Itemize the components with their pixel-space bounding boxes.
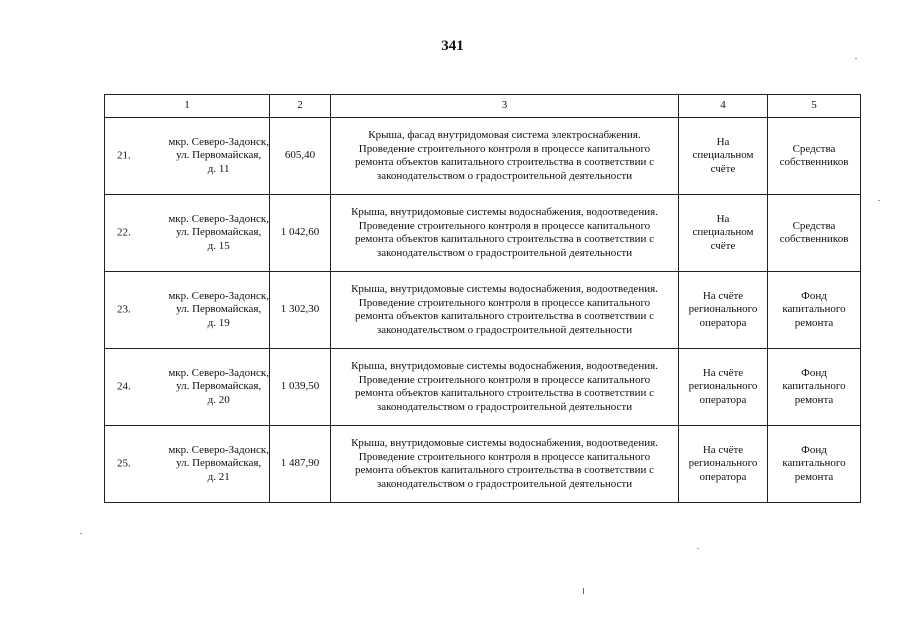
account-cell (679, 349, 768, 426)
row-number: 25. (117, 457, 131, 470)
address-text (168, 367, 269, 408)
table-row (105, 426, 861, 503)
page-number: 341 (441, 38, 464, 54)
row-number: 23. (117, 303, 131, 316)
cell-line: специальном (692, 226, 754, 239)
cell-line: Проведение строительного контроля в процессе капитального (358, 373, 651, 386)
cell-line: мкр. Северо-Задонск, (168, 443, 269, 456)
table-header-row (105, 95, 861, 118)
cell-line: д. 19 (207, 316, 230, 329)
source-cell (768, 349, 861, 426)
cell-line: регионального (688, 457, 758, 470)
scan-speck (697, 548, 699, 549)
cell-line: мкр. Северо-Задонск, (168, 289, 269, 302)
cell-line: ремонта (794, 393, 834, 406)
scan-speck (878, 200, 880, 201)
works-cell (331, 272, 679, 349)
cell-line: оператора (699, 470, 747, 483)
cell-line: Крыша, внутридомовые системы водоснабжения, водоотведения. (351, 437, 658, 449)
cell-line: ремонта (794, 470, 834, 483)
cell-line: На счёте (702, 366, 744, 379)
cell-line: ремонта (794, 316, 834, 329)
cell-line: специальном (692, 149, 754, 162)
cell-line: счёте (710, 239, 736, 252)
cell-line: регионального (688, 380, 758, 393)
source-cell (768, 195, 861, 272)
cell-line: капитального (782, 457, 846, 470)
works-cell (331, 118, 679, 195)
cell-line: мкр. Северо-Задонск, (168, 135, 269, 148)
cell-line: д. 20 (207, 393, 230, 406)
cell-line: Крыша, внутридомовые системы водоснабжения, водоотведения. (351, 206, 658, 218)
area-cell: 1 039,50 (270, 349, 331, 426)
cell-line: Средства (792, 142, 836, 155)
row-number: 24. (117, 380, 131, 393)
cell-line: оператора (699, 393, 747, 406)
repair-table (104, 94, 861, 503)
address-cell (105, 349, 270, 426)
cell-line: Крыша, внутридомовые системы водоснабжения, водоотведения. (351, 360, 658, 372)
scan-speck (583, 588, 584, 594)
cell-line: Проведение строительного контроля в процессе капитального (358, 296, 651, 309)
works-cell (331, 195, 679, 272)
cell-line: собственников (779, 156, 849, 168)
cell-line: ремонта объектов капитального строительства в соответствии с (355, 156, 654, 168)
cell-line: законодательством о градостроительной деятельности (376, 323, 633, 336)
header-cell: 1 (105, 95, 270, 118)
cell-line: Крыша, фасад внутридомовая система электроснабжения. (368, 129, 641, 141)
cell-line: На счёте (702, 443, 744, 456)
source-cell (768, 426, 861, 503)
cell-line: ул. Первомайская, (176, 226, 262, 239)
scan-speck (80, 533, 82, 534)
works-cell (331, 349, 679, 426)
area-cell: 1 042,60 (270, 195, 331, 272)
area-cell: 1 302,30 (270, 272, 331, 349)
header-cell: 4 (679, 95, 768, 118)
account-cell (679, 426, 768, 503)
row-number: 22. (117, 226, 131, 239)
cell-line: счёте (710, 162, 736, 175)
address-cell (105, 426, 270, 503)
cell-line: Фонд (801, 289, 827, 302)
header-cell: 3 (331, 95, 679, 118)
address-text (168, 290, 269, 331)
cell-line: мкр. Северо-Задонск, (168, 366, 269, 379)
cell-line: Проведение строительного контроля в процессе капитального (358, 142, 651, 155)
cell-line: законодательством о градостроительной деятельности (376, 169, 633, 182)
account-cell (679, 195, 768, 272)
address-cell (105, 195, 270, 272)
header-cell: 5 (768, 95, 861, 118)
cell-line: капитального (782, 380, 846, 393)
address-text (168, 136, 269, 177)
address-text (168, 213, 269, 254)
cell-line: ул. Первомайская, (176, 149, 262, 162)
cell-line: собственников (779, 233, 849, 245)
source-cell (768, 272, 861, 349)
area-cell: 1 487,90 (270, 426, 331, 503)
address-cell (105, 272, 270, 349)
account-cell (679, 272, 768, 349)
cell-line: На (716, 212, 730, 225)
cell-line: ремонта объектов капитального строительства в соответствии с (355, 233, 654, 245)
cell-line: д. 21 (207, 470, 230, 483)
row-number: 21. (117, 149, 131, 162)
cell-line: законодательством о градостроительной деятельности (376, 400, 633, 413)
table-row (105, 195, 861, 272)
cell-line: регионального (688, 303, 758, 316)
cell-line: Проведение строительного контроля в процессе капитального (358, 450, 651, 463)
table-row (105, 272, 861, 349)
cell-line: Крыша, внутридомовые системы водоснабжения, водоотведения. (351, 283, 658, 295)
cell-line: Фонд (801, 366, 827, 379)
cell-line: На счёте (702, 289, 744, 302)
scan-speck (855, 58, 857, 59)
table-row (105, 349, 861, 426)
cell-line: мкр. Северо-Задонск, (168, 212, 269, 225)
cell-line: капитального (782, 303, 846, 316)
cell-line: Проведение строительного контроля в процессе капитального (358, 219, 651, 232)
cell-line: Фонд (801, 443, 827, 456)
cell-line: д. 15 (207, 239, 230, 252)
account-cell (679, 118, 768, 195)
cell-line: ремонта объектов капитального строительства в соответствии с (355, 310, 654, 322)
address-text (168, 444, 269, 485)
cell-line: На (716, 135, 730, 148)
table-row (105, 118, 861, 195)
cell-line: законодательством о градостроительной деятельности (376, 477, 633, 490)
area-cell: 605,40 (270, 118, 331, 195)
cell-line: ремонта объектов капитального строительства в соответствии с (355, 464, 654, 476)
header-cell: 2 (270, 95, 331, 118)
cell-line: оператора (699, 316, 747, 329)
source-cell (768, 118, 861, 195)
cell-line: ул. Первомайская, (176, 303, 262, 316)
works-cell (331, 426, 679, 503)
cell-line: ул. Первомайская, (176, 380, 262, 393)
cell-line: ул. Первомайская, (176, 457, 262, 470)
address-cell (105, 118, 270, 195)
cell-line: ремонта объектов капитального строительства в соответствии с (355, 387, 654, 399)
cell-line: д. 11 (207, 162, 230, 175)
cell-line: законодательством о градостроительной деятельности (376, 246, 633, 259)
cell-line: Средства (792, 219, 836, 232)
